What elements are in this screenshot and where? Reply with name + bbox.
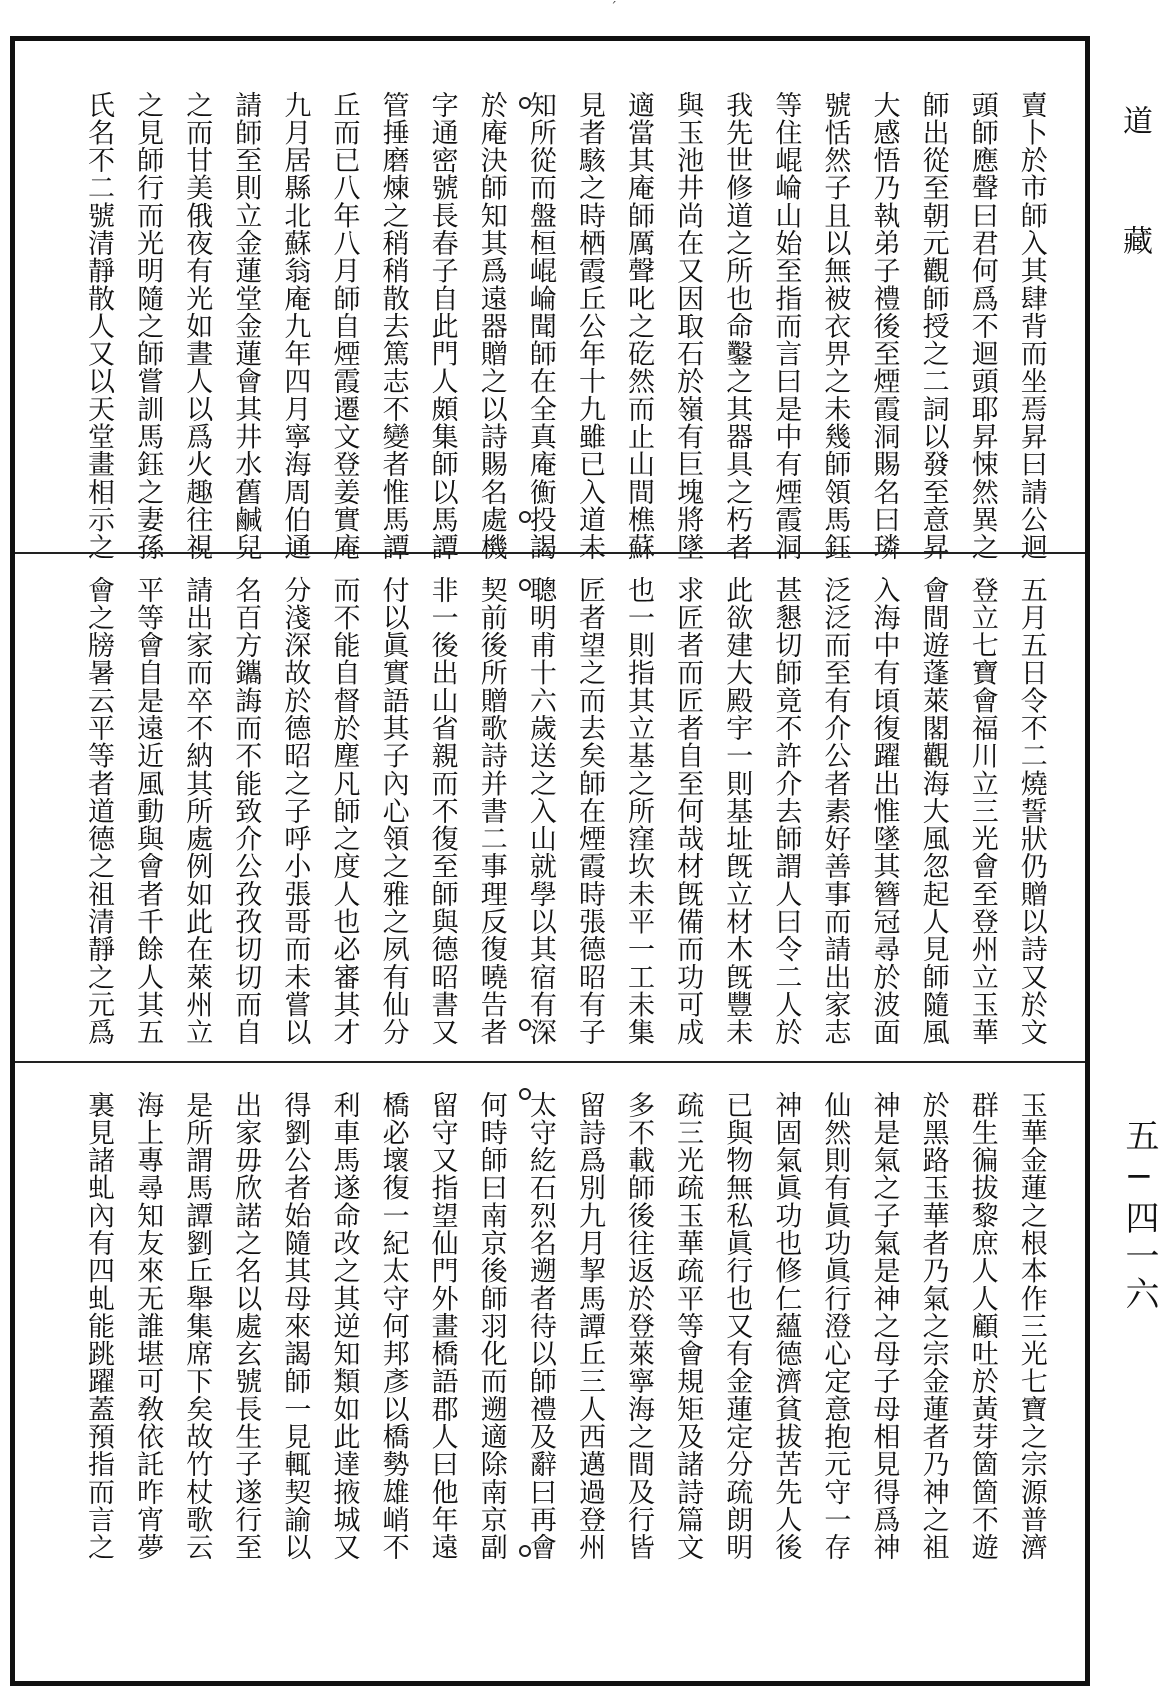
text-column: 適當其庵師厲聲叱之矻然而止山間樵蘇 [623,91,655,561]
section-mark-dot [519,1019,531,1031]
text-column: 已與物無私眞行也又有金蓮定分疏朗明 [721,1091,753,1561]
text-column: 橋必壞復一紀太守何邦彥以橋勢雄峭不 [377,1091,409,1561]
page-top-mark: ˊ [610,0,617,16]
text-column: 之而甘美俄夜有光如晝人以爲火趣往視 [181,91,213,561]
section-mark-dot [519,511,531,523]
text-column: 與玉池井尚在又因取石於嶺有巨塊將墜 [672,91,704,561]
text-column: 付以眞實語其子內心領之雅之夙有仙分 [377,576,409,1046]
page-number: 五−四一六 [1119,1118,1159,1314]
text-column: 管捶磨煉之稍稍散去篤志不變者惟馬譚 [377,91,409,561]
section-mark-dot [519,579,531,591]
text-column: 丘而已八年八月師自煙霞遷文登姜實庵 [328,91,360,561]
text-column: 非一後出山省親而不復至師與德昭書又 [426,576,458,1046]
section-mark-dot [519,1088,531,1100]
text-column: 太守紇石烈名遡者待以師禮及辭曰再會 [524,1091,556,1561]
text-column: 玉華金蓮之根本作三光七寶之宗源普濟 [1015,1091,1047,1561]
text-column: 氏名不二號清靜散人又以天堂畫相示之 [83,91,114,561]
text-column: 請出家而卒不納其所處例如此在萊州立 [181,576,213,1046]
text-column: 泛泛而至有介公者素好善事而請出家志 [819,576,851,1046]
text-column: 神固氣眞功也修仁蘊德濟貧拔苦先人後 [770,1091,802,1561]
text-column: 字通密號長春子自此門人頗集師以馬譚 [426,91,458,561]
text-column: 也一則指其立基之所窪坎未平一工未集 [623,576,655,1046]
text-column: 群生徧拔黎庶人人顧吐於黃芽箇箇不遊 [966,1091,998,1561]
text-column: 匠者望之而去矣師在煙霞時張德昭有子 [573,576,605,1046]
text-column: 會間遊蓬萊閣觀海大風忽起人見師隨風 [917,576,949,1046]
text-column: 知所從而盤桓崐崘聞師在全真庵𢖍投謁 [524,91,556,561]
text-column: 神是氣之子氣是神之母子母相見得爲神 [868,1091,900,1561]
text-column: 會之牓暑云平等者道德之祖清靜之元爲 [83,576,114,1046]
text-panel-bottom [15,1091,1085,1561]
text-column: 而不能自督於塵凡師之度人也必審其才 [328,576,360,1046]
text-column: 何時師曰南京後師羽化而遡適除南京副 [475,1091,507,1561]
text-column: 於庵決師知其爲遠器贈之以詩賜名處機 [475,91,507,561]
text-column: 九月居縣北蘇翁庵九年四月寧海周伯通 [279,91,311,561]
text-column: 多不載師後往返於登萊寧海之間及行皆 [623,1091,655,1561]
panel-divider-1 [15,552,1085,554]
text-column: 留詩爲別九月挈馬譚丘三人西邁過登州 [573,1091,605,1561]
text-column: 裏見諸虬內有四虬能跳躍蓋預指而言之 [83,1091,114,1561]
collection-title: 道藏 [1117,105,1152,345]
text-column: 賣卜於市師入其肆背而坐焉昇曰請公迴 [1015,91,1047,561]
text-column: 分淺深故於德昭之子呼小張哥而未嘗以 [279,576,311,1046]
text-column: 入海中有頃復躍出惟墜其簪冠尋於波面 [868,576,900,1046]
text-column: 疏三光疏玉華疏平等會規矩及諸詩篇文 [672,1091,704,1561]
text-column: 此欲建大殿宇一則基址旣立材木旣豐未 [721,576,753,1046]
text-column: 出家毋欣諾之名以處玄號長生子遂行至 [230,1091,262,1561]
text-column: 號恬然子且以無被衣畀之未幾師領馬鈺 [819,91,851,561]
panel-divider-2 [15,1061,1085,1063]
section-mark-dot [519,97,531,109]
text-column: 請師至則立金蓮堂金蓮會其井水舊鹹兒 [230,91,262,561]
text-column: 求匠者而匠者自至何哉材旣備而功可成 [672,576,704,1046]
text-column: 是所謂馬譚劉丘舉集席下矣故竹杖歌云 [181,1091,213,1561]
text-column: 於黑路玉華者乃氣之宗金蓮者乃神之祖 [917,1091,949,1561]
text-column: 利車馬遂命改之其逆知類如此達掖城又 [328,1091,360,1561]
text-panel-top [15,91,1085,561]
text-column: 我先世修道之所也命鑿之其器具之朽者 [721,91,753,561]
text-column: 之見師行而光明隨之師嘗訓馬鈺之妻孫 [132,91,164,561]
text-column: 名百方鑴誨而不能致介公孜孜切切而自 [230,576,262,1046]
text-column: 平等會自是遠近風動與會者千餘人其五 [132,576,164,1046]
text-column: 見者駭之時栖霞丘公年十九雖已入道未 [573,91,605,561]
text-column: 登立七寶會福川立三光會至登州立玉華 [966,576,998,1046]
text-column: 頭師應聲曰君何爲不迴頭耶昇悚然異之 [966,91,998,561]
text-column: 得劉公者始隨其母來謁師一見輒契諭以 [279,1091,311,1561]
section-mark-dot [519,1545,531,1557]
text-panel-middle [15,576,1085,1046]
text-column: 五月五日令不二燒誓狀仍贈以詩又於文 [1015,576,1047,1046]
text-column: 甚懇切師竟不許介去師謂人曰令二人於 [770,576,802,1046]
text-column: 師出從至朝元觀師授之二詞以發至意昇 [917,91,949,561]
page-frame [10,36,1090,1686]
text-column: 海上專尋知友來无誰堪可敎依託昨宵夢 [132,1091,164,1561]
text-column: 契前後所贈歌詩并書二事理反復曉告者 [475,576,507,1046]
text-column: 聰明甫十六歲送之入山就學以其宿有深 [524,576,556,1046]
text-column: 仙然則有眞功眞行澄心定意抱元守一存 [819,1091,851,1561]
text-column: 等住崐崘山始至指而言曰是中有煙霞洞 [770,91,802,561]
text-column: 大感悟乃執弟子禮後至煙霞洞賜名曰璘 [868,91,900,561]
text-column: 留守又指望仙門外畫橋語郡人曰他年遠 [426,1091,458,1561]
